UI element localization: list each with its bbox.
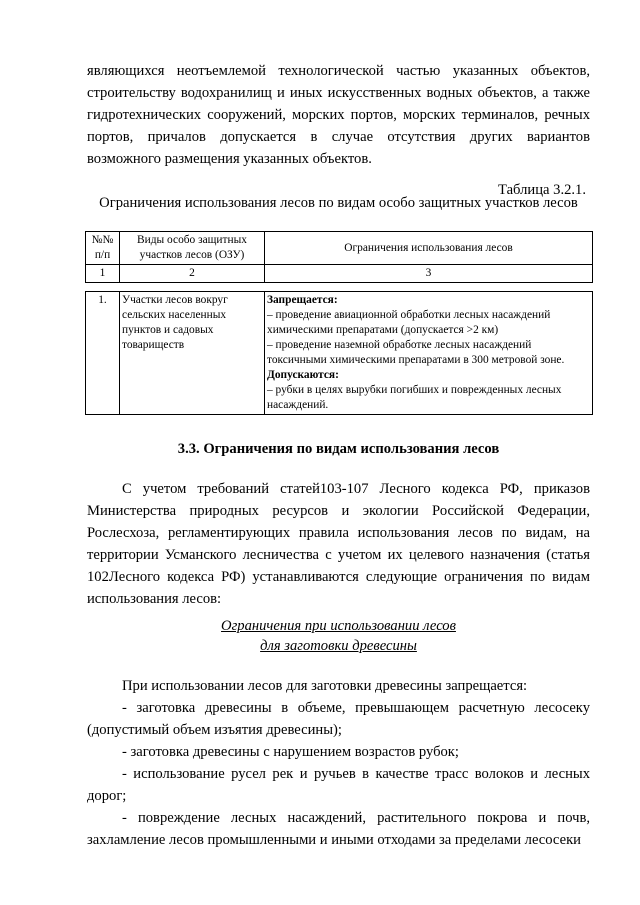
intro-paragraph: являющихся неотъемлемой технологической частью указанных объектов, строительству водохранилищ и иных искусственных водных объектов, а также гидротехнических сооружений, морских портов, морских терминалов, речных портов, причалов допускается в случае отсутствия других вариантов возможного размещения указанных объектов.	[87, 63, 590, 167]
header-limits: Ограничения использования лесов	[265, 232, 593, 265]
table-row	[86, 292, 593, 415]
prohibited-label: Запрещается:	[267, 294, 338, 306]
table-gap-row	[86, 283, 593, 292]
colnum-2: 2	[120, 265, 265, 283]
list-item: - заготовка древесины в объеме, превышающем расчетную лесосеку (допустимый объем изъятия древесины);	[87, 700, 590, 738]
table-title: Ограничения использования лесов по видам особо защитных участков лесов	[99, 195, 578, 211]
prohibited-item-1: – проведение авиационной обработки лесных насаждений химическими препаратами (допускается >2 км)	[267, 309, 551, 336]
table-header-row	[86, 232, 593, 265]
allowed-label: Допускаются:	[267, 369, 339, 381]
list-item: - повреждение лесных насаждений, растительного покрова и почв, захламление лесов промышленными и иными отходами за пределами лесосеки	[87, 810, 590, 848]
section-paragraph: С учетом требований статей103-107 Лесного кодекса РФ, приказов Министерства природных ресурсов и экологии Российской Федерации, Рослесхоза, регламентирующих правила использования лесов по видам, на территории Усманского лесничества с учетом их целевого назначения (статья 102Лесного кодекса РФ) устанавливаются следующие ограничения по видам использования лесов:	[87, 481, 590, 607]
row-type: Участки лесов вокруг сельских населенных пунктов и садовых товариществ	[120, 292, 265, 415]
header-num: №№ п/п	[86, 232, 120, 265]
section-heading: 3.3. Ограничения по видам использования лесов	[177, 441, 500, 457]
row-num: 1.	[86, 292, 120, 415]
header-type: Виды особо защитных участков лесов (ОЗУ)	[120, 232, 265, 265]
list-item: - заготовка древесины с нарушением возрастов рубок;	[122, 744, 459, 760]
allowed-item-1: – рубки в целях вырубки погибших и поврежденных лесных насаждений.	[267, 384, 562, 411]
subsection-title-line1: Ограничения при использовании лесов	[221, 618, 456, 634]
table-number: Таблица 3.2.1.	[498, 182, 586, 198]
subsection-title-line2: для заготовки древесины	[260, 638, 417, 654]
list-intro: При использовании лесов для заготовки древесины запрещается:	[122, 678, 528, 694]
colnum-3: 3	[265, 265, 593, 283]
row-limits	[265, 292, 593, 415]
restrictions-table	[85, 231, 593, 415]
list-item: - использование русел рек и ручьев в качестве трасс волоков и лесных дорог;	[87, 766, 590, 804]
table-colnum-row	[86, 265, 593, 283]
prohibited-item-2: – проведение наземной обработке лесных насаждений токсичными химическими препаратами в 300 метровой зоне.	[267, 339, 565, 366]
colnum-1: 1	[86, 265, 120, 283]
